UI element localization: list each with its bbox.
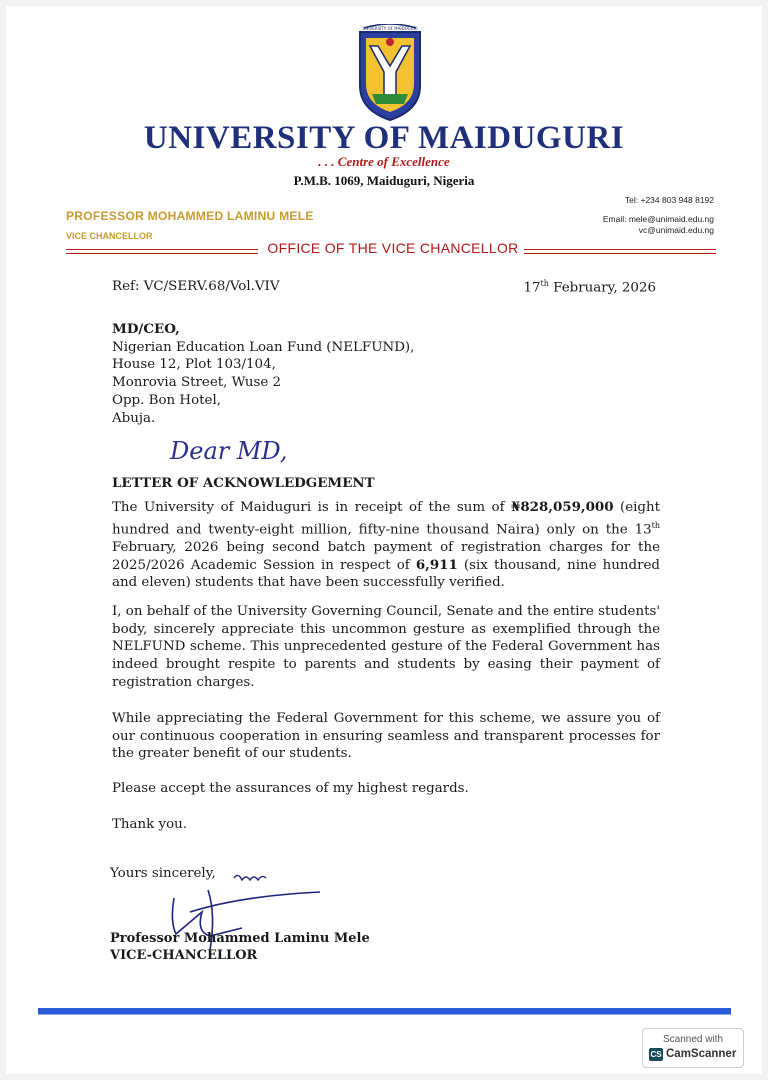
paragraph-receipt bbox=[112, 499, 660, 592]
paragraph-appreciation: I, on behalf of the University Governing Council, Senate and the entire students' body, sincerely appreciate this uncommon gesture as exemplified through the NELFUND scheme. This unprecedented gesture of the Federal Government has indeed brought respite to parents and students by easing their payment of registration charges. bbox=[112, 604, 661, 690]
date-suffix: th bbox=[540, 279, 549, 288]
signer-block bbox=[110, 930, 370, 964]
p1-text-a: The University of Maiduguri is in receipt of the sum of bbox=[112, 500, 512, 515]
letterhead-vc-name: PROFESSOR MOHAMMED LAMINU MELE bbox=[66, 209, 314, 223]
paragraph-assurance: While appreciating the Federal Government for this scheme, we assure you of our continuous cooperation in ensuring seamless and transparent processes for the greater benefit of our students. bbox=[112, 711, 660, 762]
student-count: 6,911 bbox=[415, 556, 458, 573]
date-month-year: February, 2026 bbox=[548, 280, 656, 296]
email-primary: Email: mele@unimaid.edu.ng bbox=[602, 214, 714, 224]
recipient-address bbox=[112, 321, 414, 427]
crest-motto-text: UNIVERSITY OF MAIDUGURI bbox=[362, 26, 418, 31]
university-crest-logo bbox=[354, 24, 426, 124]
p1-sup: th bbox=[651, 520, 660, 530]
university-motto: . . . Centre of Excellence bbox=[318, 154, 450, 169]
recipient-title: MD/CEO, bbox=[112, 321, 180, 337]
handwritten-salutation bbox=[166, 429, 296, 469]
paragraph-thanks: Thank you. bbox=[112, 817, 188, 832]
postal-address: P.M.B. 1069, Maiduguri, Nigeria bbox=[293, 173, 475, 188]
letterhead-vc-title: VICE CHANCELLOR bbox=[66, 231, 153, 241]
letter-page bbox=[6, 6, 762, 1074]
letter-date bbox=[523, 279, 656, 295]
date-day: 17 bbox=[523, 280, 541, 296]
camscanner-brand: CamScanner bbox=[666, 1048, 737, 1060]
payment-amount: ₦828,059,000 bbox=[511, 499, 614, 515]
email-secondary: vc@unimaid.edu.ng bbox=[638, 225, 714, 235]
recipient-line: Opp. Bon Hotel, bbox=[112, 392, 222, 408]
telephone: Tel: +234 803 948 8192 bbox=[624, 195, 714, 205]
signer-name: Professor Mohammed Laminu Mele bbox=[110, 931, 370, 946]
p1-text-c: February, 2026 being second batch payment of registration charges for the 2025/2026 Academic Session in respect of bbox=[112, 539, 660, 573]
signer-title: VICE-CHANCELLOR bbox=[110, 948, 258, 963]
paragraph-regards: Please accept the assurances of my highest regards. bbox=[112, 781, 469, 796]
office-title: OFFICE OF THE VICE CHANCELLOR bbox=[267, 240, 519, 256]
office-rule-right bbox=[524, 249, 716, 254]
office-rule-left bbox=[66, 249, 258, 254]
footer-rule-thin bbox=[38, 1014, 731, 1015]
p1-text-b: (eight hundred and twenty-eight million, fifty-nine thousand Naira) only on the 13 bbox=[112, 500, 661, 538]
recipient-line: Abuja. bbox=[112, 410, 156, 426]
university-name: UNIVERSITY OF MAIDUGURI bbox=[143, 120, 625, 156]
scanned-with-label: Scanned with bbox=[662, 1034, 724, 1045]
letter-subject: LETTER OF ACKNOWLEDGEMENT bbox=[112, 475, 375, 491]
closing-phrase: Yours sincerely, bbox=[110, 866, 216, 881]
salutation-text: Dear MD, bbox=[170, 437, 288, 465]
camscanner-logo-icon: CS bbox=[650, 1050, 662, 1059]
recipient-line: Nigerian Education Loan Fund (NELFUND), bbox=[112, 339, 415, 355]
recipient-line: Monrovia Street, Wuse 2 bbox=[112, 375, 282, 391]
recipient-line: House 12, Plot 103/104, bbox=[112, 357, 276, 373]
p1-text-d: (six thousand, nine hundred and eleven) students that have been successfully verified. bbox=[112, 557, 660, 591]
office-banner bbox=[66, 240, 716, 260]
reference-number: Ref: VC/SERV.68/Vol.VIV bbox=[112, 279, 280, 294]
contact-block bbox=[603, 195, 714, 236]
camscanner-badge bbox=[642, 1028, 744, 1068]
